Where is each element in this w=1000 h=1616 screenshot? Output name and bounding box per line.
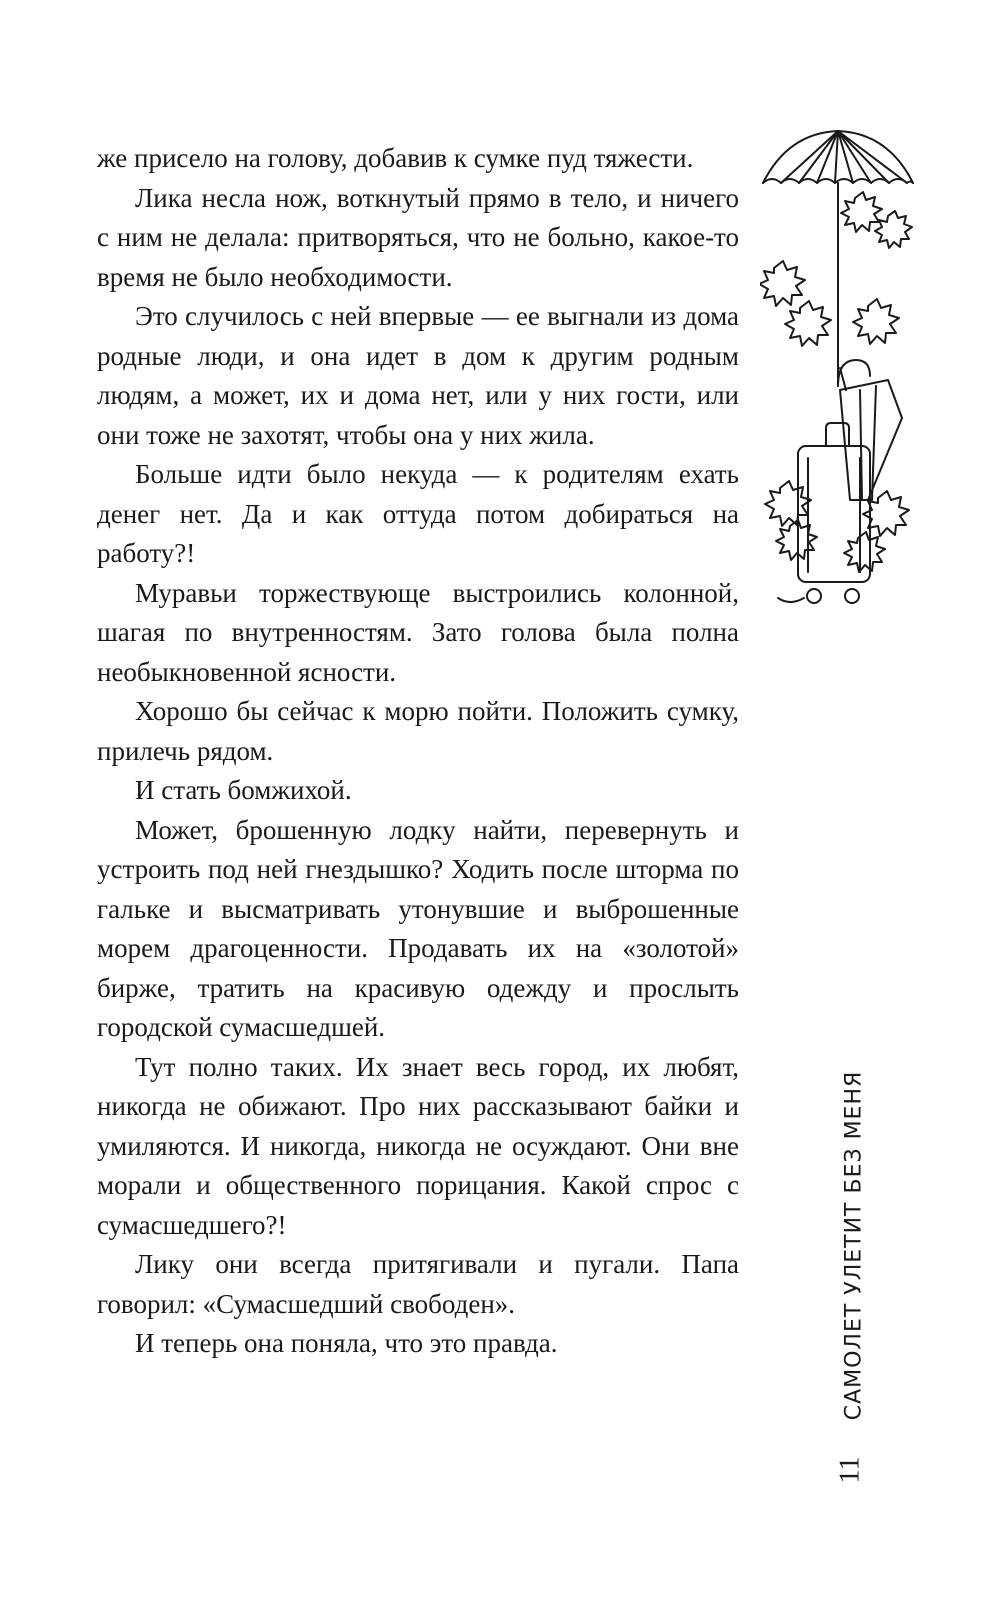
running-title — [835, 1055, 873, 1435]
paragraph-4: Больше идти было некуда — к родителям ехать денег нет. Да и как оттуда потом добираться на работу?! — [97, 459, 739, 568]
paragraph-1: же присело на голову, добавив к сумке пуд тяжести. — [97, 143, 694, 173]
page-number — [830, 1440, 870, 1500]
paragraph-3: Это случилось с ней впервые — ее выгнали из дома родные люди, и она идет в дом к другим родным людям, а может, их и дома нет, или у них гости, или они тоже не захотят, чтобы она у них жила. — [97, 301, 739, 450]
suitcase-icon — [778, 423, 870, 603]
umbrella-icon — [763, 131, 913, 183]
running-title-text: САМОЛЕТ УЛЕТИТ БЕЗ МЕНЯ — [841, 1070, 867, 1420]
paragraph-9: Тут полно таких. Их знает весь город, их любят, никогда не обижают. Про них рассказывают байки и умиляются. И никогда, никогда не осуждают. Они вне морали и общественного порицания. Какой спрос с сумасшедшего?! — [97, 1051, 739, 1240]
paragraph-11: И теперь она поняла, что это правда. — [135, 1328, 558, 1358]
page-number-text: 11 — [834, 1456, 865, 1484]
paragraph-5: Муравьи торжествующе выстроились колонной, шагая по внутренностям. Зато голова была полна необыкновенной ясности. — [97, 577, 739, 687]
paragraph-7: И стать бомжихой. — [135, 775, 352, 805]
paragraph-2: Лика несла нож, воткнутый прямо в тело, и ничего с ним не делала: притворяться, что не больно, какое-то время не было необходимости. — [97, 182, 739, 292]
paragraph-6: Хорошо бы сейчас к морю пойти. Положить сумку, прилечь рядом. — [97, 696, 739, 766]
margin-illustration — [760, 128, 930, 618]
paragraph-10: Лику они всегда притягивали и пугали. Папа говорил: «Сумасшедший свободен». — [97, 1249, 739, 1319]
page-body-text — [97, 139, 739, 1364]
paragraph-8: Может, брошенную лодку найти, перевернуть и устроить под ней гнездышко? Ходить после шторма по гальке и высматривать утонувшие и выброшенные морем драгоценности. Продавать их на «золотой» бирже, тратить на красивую одежду и прослыть городской сумасшедшей. — [97, 814, 739, 1042]
